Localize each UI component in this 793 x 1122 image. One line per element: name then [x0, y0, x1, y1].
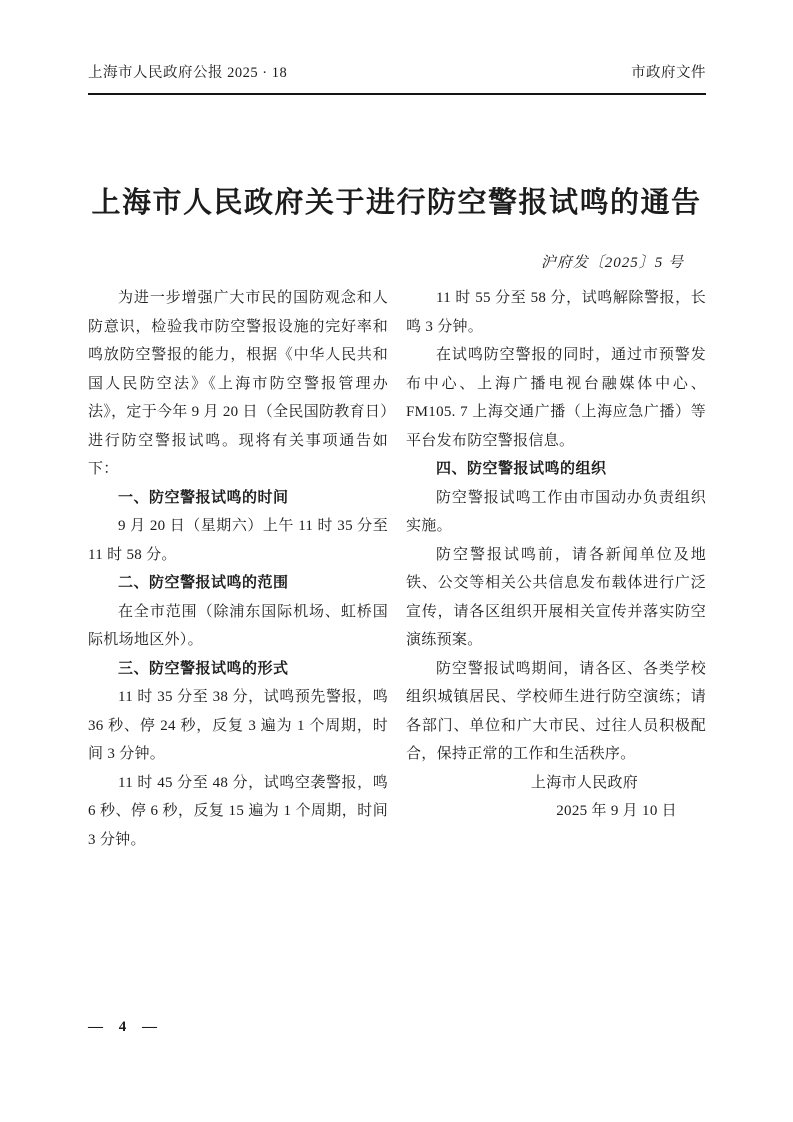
document-body	[88, 284, 706, 854]
body-paragraph: 9 月 20 日（星期六）上午 11 时 35 分至 11 时 58 分。	[88, 518, 388, 563]
left-column	[88, 284, 388, 854]
section-heading: 三、防空警报试鸣的形式	[118, 659, 289, 677]
body-paragraph: 为进一步增强广大市民的国防观念和人防意识，检验我市防空警报设施的完好率和鸣放防空警报的能力，根据《中华人民共和国人民防空法》《上海市防空警报管理办法》，定于今年 9 月 20 日（全民国防教育日）进行防空警报试鸣。现将有关事项通告如下：	[88, 290, 389, 477]
page-header	[88, 61, 706, 82]
page-footer	[88, 1019, 158, 1036]
body-paragraph: 11 时 55 分至 58 分，试鸣解除警报，长鸣 3 分钟。	[406, 290, 706, 335]
body-paragraph: 在全市范围（除浦东国际机场、虹桥国际机场地区外）。	[88, 603, 388, 648]
page-number: — 4 —	[88, 1019, 158, 1035]
gazette-title: 上海市人民政府公报 2025 · 18	[88, 65, 288, 81]
document-number: 沪府发〔2025〕5 号	[540, 255, 684, 271]
document-title: 上海市人民政府关于进行防空警报试鸣的通告	[91, 187, 702, 219]
signature-issuer: 上海市人民政府	[530, 774, 638, 791]
section-heading: 四、防空警报试鸣的组织	[436, 460, 607, 477]
signature-date: 2025 年 9 月 10 日	[556, 803, 677, 819]
body-paragraph: 防空警报试鸣工作由市国动办负责组织实施。	[406, 489, 706, 534]
section-heading: 二、防空警报试鸣的范围	[118, 574, 289, 591]
section-heading: 一、防空警报试鸣的时间	[118, 488, 289, 506]
right-column	[406, 284, 706, 854]
body-paragraph: 防空警报试鸣前，请各新闻单位及地铁、公交等相关公共信息发布载体进行广泛宣传，请各区组织开展相关宣传并落实防空演练预案。	[406, 546, 706, 648]
body-paragraph: 11 时 35 分至 38 分，试鸣预先警报，鸣 36 秒、停 24 秒，反复 3 遍为 1 个周期，时间 3 分钟。	[88, 689, 388, 762]
header-rule	[88, 93, 706, 95]
body-paragraph: 在试鸣防空警报的同时，通过市预警发布中心、上海广播电视台融媒体中心、FM105. 7 上海交通广播（上海应急广播）等平台发布防空警报信息。	[406, 347, 706, 449]
body-paragraph: 11 时 45 分至 48 分，试鸣空袭警报，鸣 6 秒、停 6 秒，反复 15 遍为 1 个周期，时间 3 分钟。	[88, 774, 388, 848]
body-paragraph: 防空警报试鸣期间，请各区、各类学校组织城镇居民、学校师生进行防空演练；请各部门、单位和广大市民、过往人员积极配合，保持正常的工作和生活秩序。	[406, 660, 706, 762]
section-label: 市政府文件	[631, 65, 706, 81]
